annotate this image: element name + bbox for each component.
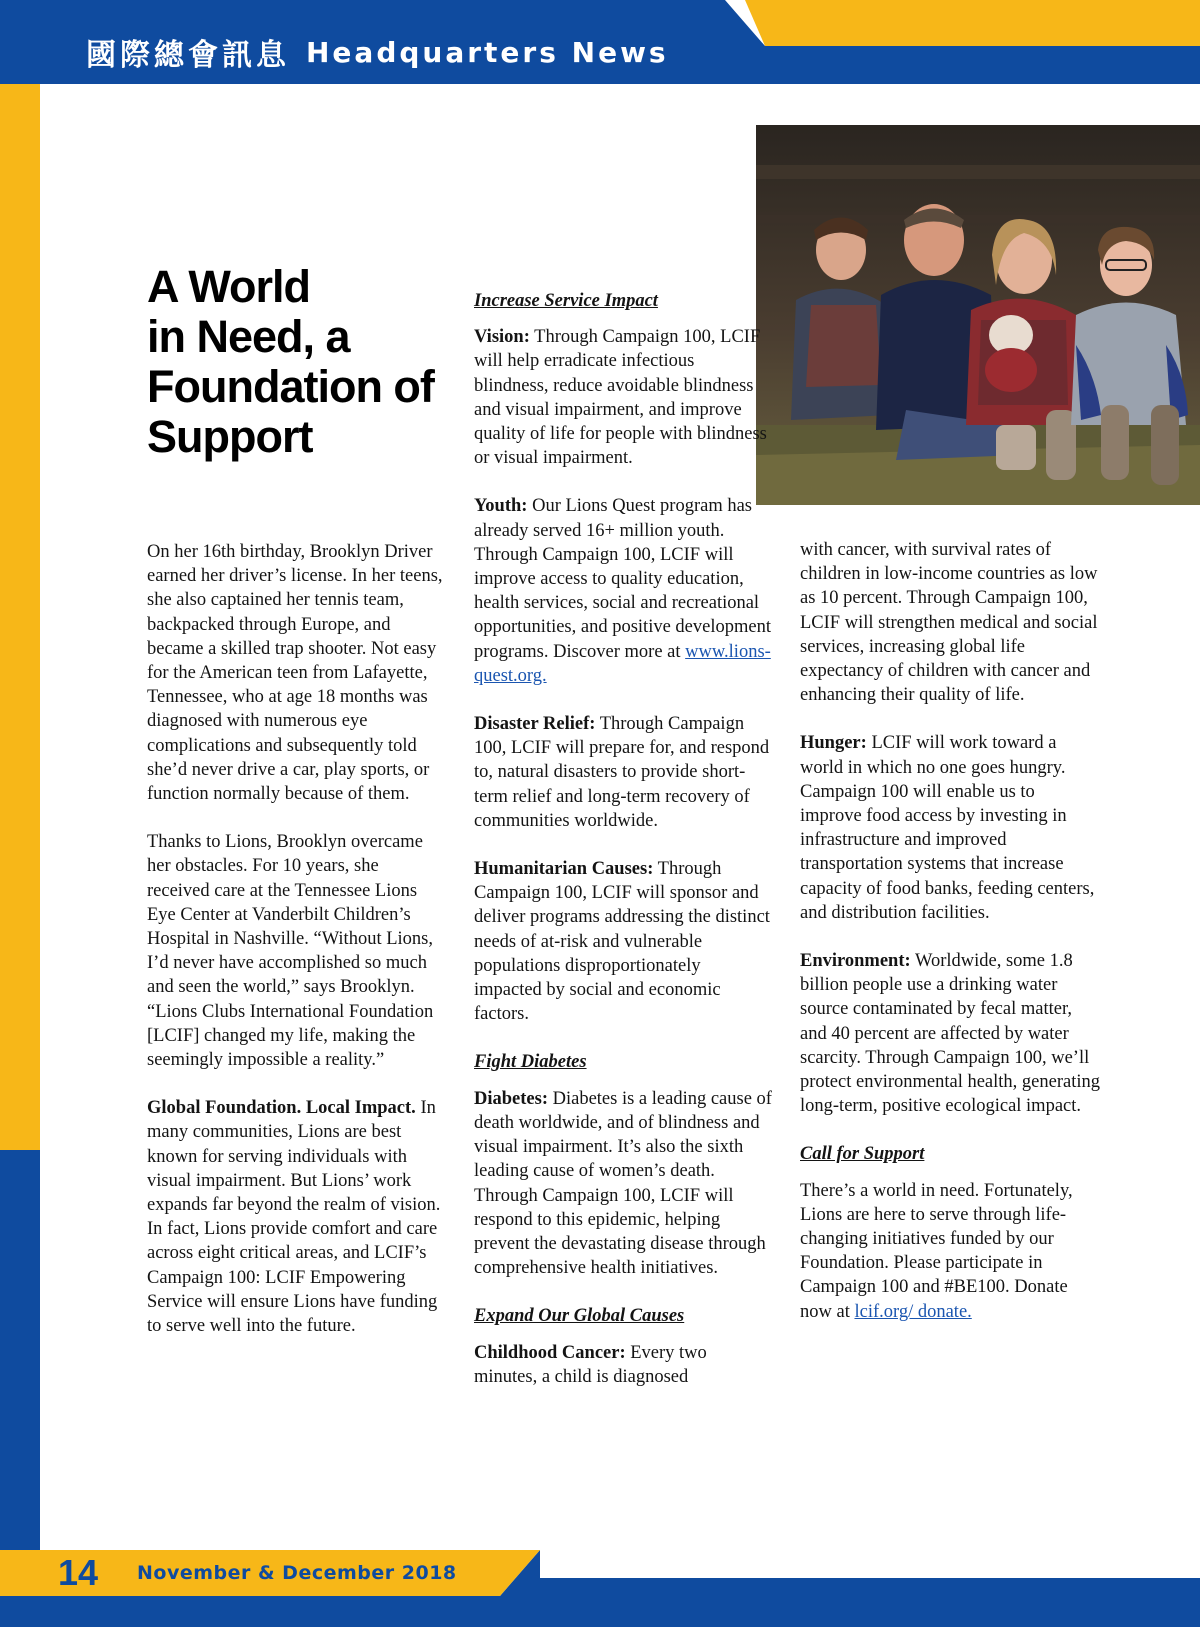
diabetes-paragraph [474,1087,772,1281]
youth-text: Our Lions Quest program has already served 16+ million youth. Through Campaign 100, LCIF will improve access to quality education, health services, social and recreational opportunities, and positive development programs. Discover more at [474,496,771,662]
hunger-label: Hunger: [800,733,867,754]
subheading-expand-global-causes: Expand Our Global Causes [474,1306,685,1327]
childhood-cancer-label: Childhood Cancer: [474,1342,626,1363]
humanitarian-paragraph [474,857,772,1026]
section-header [86,30,669,74]
title-line-1: A World [147,261,310,312]
lions-paragraph: Thanks to Lions, Brooklyn overcame her obstacles. For 10 years, she received care at the Tennessee Lions Eye Center at Vanderbilt Children’s Hospital in Nashville. “Without Lions, I’d never have accomplished so much and seen the world,” says Brooklyn. “Lions Clubs International Foundation [LCIF] changed my life, making the seemingly impossible a reality.” [147,832,434,1071]
family-photo [756,125,1200,505]
left-blue-strip [0,1150,40,1550]
diabetes-text: Diabetes is a leading cause of death worldwide, and of blindness and visual impairment. It’s also the sixth leading cause of women’s death. Through Campaign 100, LCIF will respond to this epidemic, helping prevent the devastating disease through comprehensive health initiatives. [474,1088,772,1279]
global-foundation-paragraph [147,1096,445,1338]
environment-label: Environment: [800,951,911,972]
hunger-text: LCIF will work toward a world in which no one goes hungry. Campaign 100 will enable us to improve food access by investing in infrastructure and improved transportation systems that increase capacity of food banks, feeding centers, and distribution facilities. [800,733,1095,923]
subheading-increase-service-impact: Increase Service Impact [474,291,658,311]
support-paragraph [800,1179,1100,1324]
vision-label: Vision: [474,327,530,348]
vision-paragraph [474,325,772,470]
family-photo-illustration [756,125,1200,505]
vision-text: Through Campaign 100, LCIF will help erradicate infectious blindness, reduce avoidable blindness and visual impairment, and improve quality of life for people with blindness or visual impairment. [474,327,767,469]
article-title [147,262,447,462]
article-column-1 [147,540,445,1362]
disaster-relief-paragraph [474,712,772,833]
humanitarian-text: Through Campaign 100, LCIF will sponsor and deliver programs addressing the distinct needs of at-risk and vulnerable populations disproportionately impacted by social and economic factors. [474,859,770,1025]
childhood-cancer-text: Every two minutes, a child is diagnosed [474,1342,707,1387]
global-foundation-heading: Global Foundation. Local Impact. [147,1098,416,1119]
section-title-english: Headquarters News [306,35,669,69]
article-column-3 [800,538,1100,1348]
humanitarian-label: Humanitarian Causes: [474,859,654,880]
title-line-3: Foundation of [147,361,434,412]
hunger-paragraph [800,731,1100,925]
title-line-2: in Need, a [147,311,350,362]
disaster-relief-text: Through Campaign 100, LCIF will prepare for, and respond to, natural disasters to provide short-term relief and long-term recovery of communities worldwide. [474,714,770,831]
subheading-fight-diabetes: Fight Diabetes [474,1052,587,1073]
lions-quest-link[interactable]: www.lions-quest.org. [474,641,771,686]
subheading-call-for-support: Call for Support [800,1144,925,1165]
disaster-relief-label: Disaster Relief: [474,714,596,735]
diabetes-label: Diabetes: [474,1088,548,1109]
left-yellow-strip [0,0,40,1150]
donate-link[interactable]: lcif.org/ donate. [854,1301,972,1322]
support-text: There’s a world in need. Fortunately, Lions are here to serve through life-changing initiatives funded by our Foundation. Please participate in Campaign 100 and #BE100. Donate now at [800,1180,1073,1322]
page-number: 14 [58,1552,99,1593]
intro-paragraph: On her 16th birthday, Brooklyn Driver earned her driver’s license. In her teens, she also captained her tennis team, backpacked through Europe, and became a skilled trap shooter. Not easy for the American teen from Lafayette, Tennessee, who at age 18 months was diagnosed with numerous eye complications and subsequently told she’d never drive a car, play sports, or function normally because of them. [147,542,443,805]
title-line-4: Support [147,411,313,462]
article-column-2 [474,289,772,1413]
childhood-cancer-paragraph [474,1341,772,1389]
youth-paragraph [474,494,772,688]
youth-label: Youth: [474,496,528,517]
childhood-cancer-continued: with cancer, with survival rates of children in low-income countries as low as 10 percent. Through Campaign 100, LCIF will strengthen medical and social services, increasing global life expectancy of children with cancer and enhancing their quality of life. [800,540,1098,706]
global-foundation-text: In many communities, Lions are best known for serving individuals with visual impairment. But Lions’ work expands far beyond the realm of vision. In fact, Lions provide comfort and care across eight critical areas, and LCIF’s Campaign 100: LCIF Empowering Service will ensure Lions have funding to serve well into the future. [147,1098,441,1337]
issue-date: November & December 2018 [137,1562,457,1584]
environment-text: Worldwide, some 1.8 billion people use a drinking water source contaminated by fecal matter, and 40 percent are affected by water scarcity. Through Campaign 100, we’ll protect environmental health, generating long-term, positive ecological impact. [800,951,1100,1117]
footer-white-notch [540,1550,1200,1578]
section-title-chinese: 國際總會訊息 [86,38,290,73]
environment-paragraph [800,949,1100,1118]
